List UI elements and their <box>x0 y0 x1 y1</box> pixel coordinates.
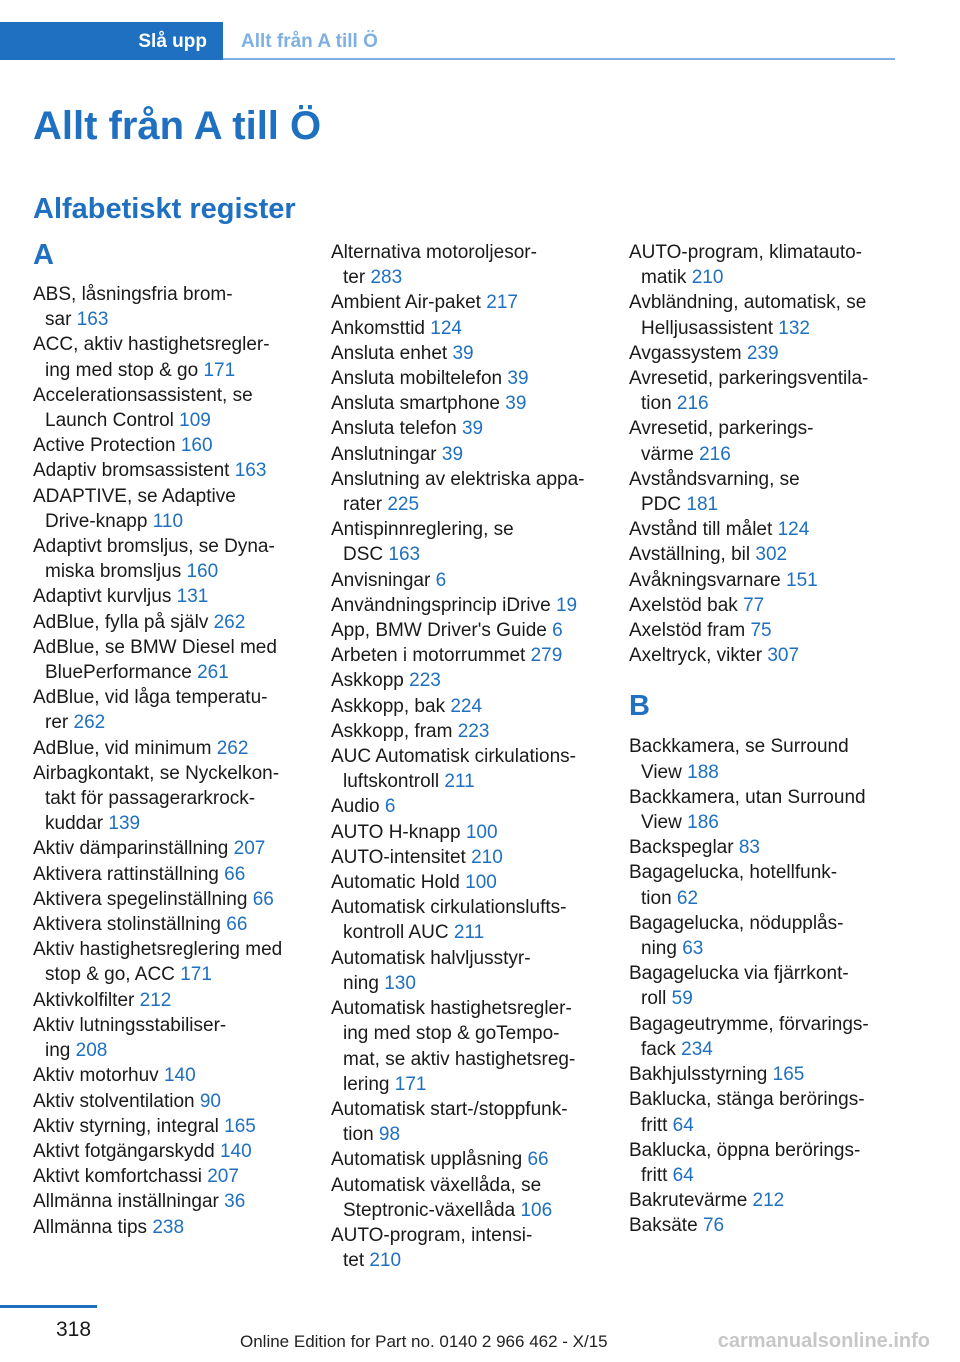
index-entry <box>33 912 308 937</box>
index-entry-text: Axelstöd bak <box>629 594 744 616</box>
index-entry <box>331 366 606 391</box>
page-reference-link[interactable]: 216 <box>699 443 731 465</box>
page-reference-link[interactable]: 100 <box>465 872 497 894</box>
page-reference-link[interactable]: 163 <box>388 544 421 566</box>
index-entry <box>33 1215 308 1240</box>
index-entry <box>33 887 308 912</box>
index-entry-text: Avstånd till målet <box>629 519 778 541</box>
index-entry-text: Ansluta smartphone <box>331 393 506 415</box>
index-entry <box>33 937 308 987</box>
page-reference-link[interactable]: 106 <box>520 1199 553 1221</box>
page-reference-link[interactable]: 132 <box>778 317 810 339</box>
page-reference-link[interactable]: 262 <box>216 737 249 759</box>
index-entry-text: Ankomsttid <box>331 317 431 339</box>
page-reference-link[interactable]: 62 <box>676 887 699 909</box>
index-entry-text: Aktiv hastighetsreglering med stop & go, ACC <box>33 939 283 986</box>
page-reference-link[interactable]: 239 <box>746 342 779 364</box>
index-entry <box>629 911 899 961</box>
index-entry <box>33 1089 308 1114</box>
index-entry-text: Aktivt komfortchassi <box>33 1166 208 1188</box>
index-letter-heading: A <box>33 239 54 271</box>
index-entry <box>331 1173 606 1223</box>
page-reference-link[interactable]: 165 <box>772 1064 805 1086</box>
page-reference-link[interactable]: 171 <box>394 1073 427 1095</box>
index-entry <box>331 568 606 593</box>
index-entry-text: Aktivkolfilter <box>33 989 140 1011</box>
index-entry <box>33 736 308 761</box>
index-entry <box>331 467 606 517</box>
index-entry-text: AdBlue, vid låga temperatu- rer <box>33 687 268 734</box>
index-column-1 <box>33 240 308 1240</box>
index-entry-text: Axelstöd fram <box>629 620 751 642</box>
index-entry <box>331 1147 606 1172</box>
header-rule <box>223 58 895 60</box>
page-reference-link[interactable]: 212 <box>752 1190 785 1212</box>
page-reference-link[interactable]: 208 <box>75 1040 108 1062</box>
index-entry-text: AUC Automatisk cirkulations- luftskontroll <box>331 746 576 793</box>
index-entry-text: Bakhjulsstyrning <box>629 1064 773 1086</box>
index-entry <box>629 240 899 290</box>
page-reference-link[interactable]: 283 <box>370 267 403 289</box>
index-entry <box>331 946 606 996</box>
page-reference-link[interactable]: 171 <box>203 359 236 381</box>
page-reference-link[interactable]: 224 <box>450 695 483 717</box>
page-reference-link[interactable]: 83 <box>738 837 760 859</box>
index-entry <box>33 534 308 584</box>
index-entry-text: Bagagelucka, nödupplås- ning <box>629 912 844 960</box>
index-entry-text: AUTO-intensitet <box>331 846 472 868</box>
index-entry <box>331 1097 606 1147</box>
index-entry <box>33 433 308 458</box>
index-entry <box>331 593 606 618</box>
index-entry <box>629 785 899 835</box>
page-reference-link[interactable]: 36 <box>224 1191 246 1213</box>
page-reference-link[interactable]: 110 <box>152 510 184 532</box>
page-title: Allt från A till Ö <box>33 104 322 148</box>
index-entry <box>331 870 606 895</box>
index-entry-text: Aktiv dämparinställning <box>33 838 234 860</box>
index-entry <box>33 383 308 433</box>
index-entry-text: Aktivera stolinställning <box>33 914 227 936</box>
page-reference-link[interactable]: 63 <box>682 938 704 960</box>
index-entry <box>33 1139 308 1164</box>
page-reference-link[interactable]: 77 <box>743 594 765 616</box>
page-reference-link[interactable]: 261 <box>197 662 229 684</box>
index-entry-text: Aktivt fotgängarskydd <box>33 1140 220 1162</box>
page-reference-link[interactable]: 279 <box>530 645 563 667</box>
page-reference-link[interactable]: 223 <box>457 720 490 742</box>
index-entry-text: Axeltryck, vikter <box>629 645 768 667</box>
index-entry <box>629 542 899 567</box>
index-entry <box>33 988 308 1013</box>
index-entry-text: AUTO-program, klimatauto- matik <box>629 242 862 289</box>
index-entry-text: Arbeten i motorrummet <box>331 645 531 667</box>
index-entry-text: Allmänna inställningar <box>33 1191 225 1213</box>
index-entry <box>331 316 606 341</box>
index-entry <box>331 391 606 416</box>
page-reference-link[interactable]: 64 <box>672 1114 694 1136</box>
index-entry <box>629 1012 899 1062</box>
index-entry <box>33 458 308 483</box>
index-entry <box>33 1164 308 1189</box>
index-entry <box>629 1188 899 1213</box>
index-entry <box>331 240 606 290</box>
page-reference-link[interactable]: 302 <box>755 544 788 566</box>
index-column-3 <box>629 240 899 1239</box>
index-entry-text: AdBlue, vid minimum <box>33 737 217 759</box>
index-entry <box>629 1087 899 1137</box>
tab-sla-upp-label: Slå upp <box>138 31 207 52</box>
index-entry <box>33 1189 308 1214</box>
index-entry <box>331 668 606 693</box>
page-reference-link[interactable]: 66 <box>252 888 274 910</box>
index-entry <box>331 820 606 845</box>
index-entry <box>331 442 606 467</box>
index-entry <box>33 1114 308 1139</box>
index-entry-text: Bagagelucka via fjärrkont- roll <box>629 963 849 1010</box>
index-entry-text: Bagageutrymme, förvarings- fack <box>629 1013 869 1060</box>
index-entry <box>331 290 606 315</box>
page-number: 318 <box>56 1318 92 1341</box>
index-entry <box>629 618 899 643</box>
page-reference-link[interactable]: 238 <box>152 1216 185 1238</box>
index-entry-text: Anvisningar <box>331 569 436 591</box>
index-entry <box>331 517 606 567</box>
index-entry-text: Aktiv motorhuv <box>33 1065 164 1087</box>
index-entry <box>331 416 606 441</box>
page-reference-link[interactable]: 100 <box>465 821 498 843</box>
index-entry-text: Aktivera rattinställning <box>33 863 225 885</box>
index-entry <box>331 996 606 1097</box>
page-reference-link[interactable]: 210 <box>471 846 503 868</box>
index-entry-text: Avresetid, parkerings- värme <box>629 418 814 465</box>
edition-footer: Online Edition for Part no. 0140 2 966 462 - X/15 <box>240 1332 608 1351</box>
index-entry-text: Adaptivt bromsljus, se Dyna- miska bromsljus <box>33 536 275 583</box>
index-entry-text: Airbagkontakt, se Nyckelkon- takt för passagerarkrock- kuddar <box>33 762 280 835</box>
breadcrumb[interactable]: Allt från A till Ö <box>241 31 378 52</box>
index-entry <box>629 467 899 517</box>
page-reference-link[interactable]: 6 <box>435 569 447 591</box>
index-entry-text: Askkopp, bak <box>331 695 451 717</box>
index-entry-text: Backspeglar <box>629 837 739 859</box>
page-reference-link[interactable]: 124 <box>777 519 810 541</box>
index-entry <box>629 290 899 340</box>
page-reference-link[interactable]: 262 <box>213 611 246 633</box>
index-entry <box>331 719 606 744</box>
page-reference-link[interactable]: 188 <box>687 761 719 783</box>
index-entry <box>33 282 308 332</box>
index-entry-text: Avåkningsvarnare <box>629 569 787 591</box>
footer-rule <box>0 1305 97 1308</box>
page-reference-link[interactable]: 90 <box>199 1090 221 1112</box>
index-entry-text: Avgassystem <box>629 342 747 364</box>
page-reference-link[interactable]: 98 <box>378 1124 401 1146</box>
index-entry-text: Avresetid, parkeringsventila- tion <box>629 368 869 415</box>
page-reference-link[interactable]: 207 <box>233 838 266 860</box>
page-reference-link[interactable]: 39 <box>505 393 527 415</box>
index-entry <box>331 694 606 719</box>
page-reference-link[interactable]: 75 <box>750 620 772 642</box>
page-reference-link[interactable]: 234 <box>681 1038 713 1060</box>
index-entry <box>33 1063 308 1088</box>
page-reference-link[interactable]: 181 <box>686 494 719 516</box>
index-entry <box>331 744 606 794</box>
index-entry <box>331 845 606 870</box>
page-reference-link[interactable]: 151 <box>786 569 818 591</box>
index-entry <box>331 794 606 819</box>
index-entry <box>629 517 899 542</box>
index-entry-text: AdBlue, se BMW Diesel med BluePerformance <box>33 636 277 684</box>
watermark: carmanualsonline.info <box>717 1330 930 1352</box>
index-letter-heading: B <box>629 690 650 723</box>
index-entry-text: Bakrutevärme <box>629 1190 753 1212</box>
page-reference-link[interactable]: 109 <box>179 410 211 432</box>
index-entry-text: Avbländning, automatisk, se Helljusassistent <box>629 292 867 339</box>
page-reference-link[interactable]: 211 <box>453 922 485 944</box>
page-reference-link[interactable]: 163 <box>76 309 109 331</box>
page-reference-link[interactable]: 212 <box>139 989 172 1011</box>
index-entry-text: Automatisk halvljusstyr- ning <box>331 947 531 994</box>
index-entry-text: Automatisk cirkulationslufts- kontroll AUC <box>331 897 567 944</box>
page-reference-link[interactable]: 210 <box>369 1250 402 1272</box>
index-entry-text: Anslutningar <box>331 443 442 465</box>
index-entry-text: Automatisk hastighetsregler- ing med stop & goTempo- mat, se aktiv hastighetsreg- lering <box>331 998 576 1095</box>
index-entry-text: Ansluta enhet <box>331 342 453 364</box>
page-reference-link[interactable]: 76 <box>702 1215 725 1237</box>
index-entry <box>331 618 606 643</box>
index-entry <box>33 635 308 685</box>
index-entry <box>33 862 308 887</box>
index-entry-text: Adaptiv bromsassistent <box>33 460 235 482</box>
index-entry-text: Avståndsvarning, se PDC <box>629 468 800 516</box>
page-reference-link[interactable]: 225 <box>387 494 420 516</box>
index-entry <box>33 584 308 609</box>
page-reference-link[interactable]: 207 <box>207 1166 239 1188</box>
index-entry <box>33 610 308 635</box>
index-entry-text: Alternativa motoroljesor- ter <box>331 242 537 289</box>
index-entry <box>629 366 899 416</box>
index-entry <box>33 685 308 735</box>
index-entry-text: Baklucka, stänga berörings- fritt <box>629 1089 865 1136</box>
page-reference-link[interactable]: 140 <box>163 1065 196 1087</box>
page-reference-link[interactable]: 160 <box>186 561 219 583</box>
page-reference-link[interactable]: 6 <box>552 620 563 642</box>
page-reference-link[interactable]: 307 <box>767 645 800 667</box>
index-entry-text: ABS, låsningsfria brom- sar <box>33 284 233 331</box>
page-reference-link[interactable]: 171 <box>180 964 212 986</box>
index-entry-text: Baklucka, öppna berörings- fritt <box>629 1139 861 1186</box>
index-entry <box>629 961 899 1011</box>
index-entry-text: Active Protection <box>33 435 181 457</box>
index-entry <box>629 860 899 910</box>
index-entry-text: Askkopp, fram <box>331 720 458 742</box>
page-reference-link[interactable]: 39 <box>441 443 464 465</box>
index-entry <box>629 835 899 860</box>
index-entry <box>331 895 606 945</box>
page-reference-link[interactable]: 39 <box>507 368 529 390</box>
index-entry-text: Adaptivt kurvljus <box>33 586 177 608</box>
index-entry-text: Ansluta telefon <box>331 418 462 440</box>
index-entry-text: Aktiv stolventilation <box>33 1090 200 1112</box>
index-entry-text: Askkopp <box>331 670 410 692</box>
index-entry-text: Allmänna tips <box>33 1216 153 1238</box>
page-reference-link[interactable]: 262 <box>73 712 106 734</box>
page-reference-link[interactable]: 19 <box>555 594 578 616</box>
index-entry-text: Automatic Hold <box>331 872 466 894</box>
index-entry-text: ADAPTIVE, se Adaptive Drive-knapp <box>33 485 236 532</box>
index-entry-text: Aktiv styrning, integral <box>33 1115 225 1137</box>
index-entry-text: Ansluta mobiltelefon <box>331 368 508 390</box>
index-entry <box>33 332 308 382</box>
index-entry-text: AUTO H-knapp <box>331 821 466 843</box>
index-entry-text: Automatisk upplåsning <box>331 1149 528 1171</box>
index-entry-text: Baksäte <box>629 1215 703 1237</box>
page-reference-link[interactable]: 66 <box>527 1149 549 1171</box>
index-entry-text: Automatisk start-/stoppfunk- tion <box>331 1098 568 1146</box>
index-entry-text: Aktiv lutningsstabiliser- ing <box>33 1014 227 1062</box>
index-entry-text: Användningsprincip iDrive <box>331 594 556 616</box>
index-entry-text: Ambient Air-paket <box>331 292 487 314</box>
index-entry <box>629 1138 899 1188</box>
page-reference-link[interactable]: 216 <box>676 393 709 415</box>
index-entry-text: Anslutning av elektriska appa- rater <box>331 468 585 516</box>
index-entry <box>629 593 899 618</box>
page-reference-link[interactable]: 139 <box>108 813 141 835</box>
page-reference-link[interactable]: 165 <box>224 1115 256 1137</box>
index-entry <box>33 761 308 837</box>
index-entry-text: Aktivera spegelinställning <box>33 888 253 910</box>
index-entry <box>331 1223 606 1273</box>
page-reference-link[interactable]: 130 <box>384 972 416 994</box>
index-entry <box>33 1013 308 1063</box>
page-reference-link[interactable]: 160 <box>180 435 213 457</box>
index-entry-text: Backkamera, utan Surround View <box>629 786 866 834</box>
index-entry <box>33 836 308 861</box>
index-entry <box>629 734 899 784</box>
index-entry-text: Antispinnreglering, se DSC <box>331 519 514 566</box>
tab-sla-upp[interactable] <box>0 22 223 60</box>
index-entry-text: ACC, aktiv hastighetsregler- ing med stop & go <box>33 334 270 381</box>
page-reference-link[interactable]: 124 <box>430 317 462 339</box>
page-reference-link[interactable]: 140 <box>219 1140 252 1162</box>
top-navigation <box>0 22 895 62</box>
index-entry <box>629 643 899 668</box>
page-reference-link[interactable]: 64 <box>672 1164 694 1186</box>
page-reference-link[interactable]: 210 <box>691 267 724 289</box>
index-entry-text: App, BMW Driver's Guide <box>331 620 553 642</box>
page-reference-link[interactable]: 223 <box>409 670 441 692</box>
page-reference-link[interactable]: 39 <box>452 342 474 364</box>
page-reference-link[interactable]: 163 <box>234 460 267 482</box>
index-entry-text: Bagagelucka, hotellfunk- tion <box>629 862 838 909</box>
index-entry <box>33 484 308 534</box>
page-reference-link[interactable]: 217 <box>486 292 518 314</box>
page-reference-link[interactable]: 66 <box>226 914 248 936</box>
index-entry-text: Accelerationsassistent, se Launch Control <box>33 384 253 432</box>
page-reference-link[interactable]: 6 <box>384 796 396 818</box>
index-entry <box>629 1213 899 1238</box>
index-entry-text: Backkamera, se Surround View <box>629 736 849 783</box>
page-reference-link[interactable]: 59 <box>671 988 693 1010</box>
index-column-2 <box>331 240 606 1273</box>
index-entry-text: Audio <box>331 796 385 818</box>
page-reference-link[interactable]: 211 <box>444 771 475 793</box>
index-entry-text: AdBlue, fylla på själv <box>33 611 214 633</box>
index-entry <box>629 341 899 366</box>
section-subtitle: Alfabetiskt register <box>33 193 296 225</box>
page-reference-link[interactable]: 39 <box>461 418 484 440</box>
index-entry <box>629 1062 899 1087</box>
index-entry <box>629 416 899 466</box>
page-reference-link[interactable]: 186 <box>687 812 719 834</box>
page-reference-link[interactable]: 131 <box>176 586 209 608</box>
index-entry <box>331 643 606 668</box>
index-entry-text: AUTO-program, intensi- tet <box>331 1224 533 1272</box>
index-entry <box>331 341 606 366</box>
index-entry <box>629 568 899 593</box>
page-reference-link[interactable]: 66 <box>224 863 246 885</box>
index-entry-text: Automatisk växellåda, se Steptronic-växellåda <box>331 1174 542 1221</box>
index-entry-text: Avställning, bil <box>629 544 756 566</box>
